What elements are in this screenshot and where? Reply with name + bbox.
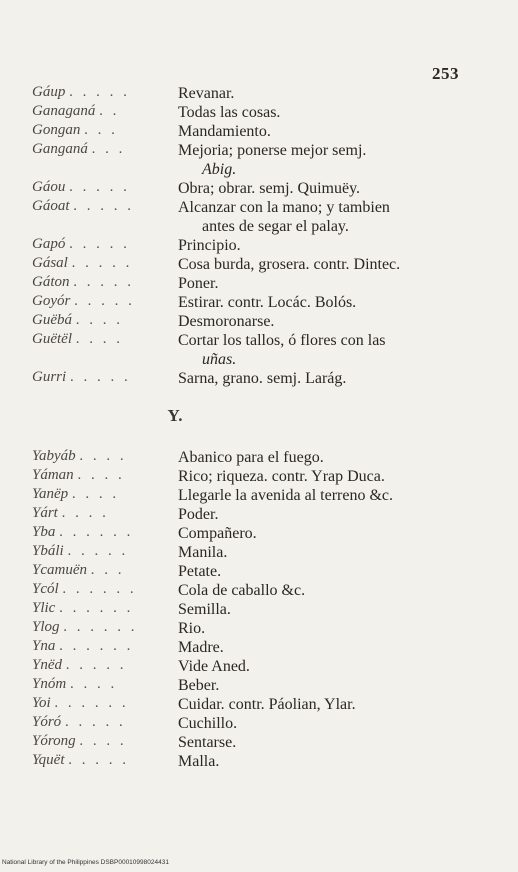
entry-term-text: Gáou bbox=[32, 179, 66, 195]
entry-term-text: Gáoat bbox=[32, 198, 70, 214]
dictionary-entry bbox=[0, 581, 518, 600]
entry-term bbox=[32, 676, 117, 693]
entry-term bbox=[32, 255, 132, 272]
entry-leader-dots: . . . . . . bbox=[59, 638, 134, 654]
entry-definition bbox=[178, 619, 484, 638]
entry-term bbox=[32, 714, 126, 731]
dictionary-entry bbox=[0, 236, 518, 255]
scan-footer: National Library of the Philippines DSBP00010998024431 bbox=[2, 859, 169, 866]
entry-leader-dots: . . . . bbox=[79, 733, 127, 749]
entry-definition bbox=[178, 141, 484, 179]
entry-leader-dots: . . . bbox=[90, 562, 125, 578]
dictionary-entry bbox=[0, 274, 518, 293]
dictionary-entry bbox=[0, 331, 518, 369]
entry-term-text: Gongan bbox=[32, 122, 81, 138]
entry-term bbox=[32, 369, 131, 386]
entry-term bbox=[32, 312, 123, 329]
entry-term-text: Yáman bbox=[32, 467, 74, 483]
entry-term bbox=[32, 122, 118, 139]
entry-definition bbox=[178, 714, 484, 733]
definition-line: Mejoria; ponerse mejor semj. bbox=[178, 142, 367, 159]
entry-definition bbox=[178, 695, 484, 714]
entry-term bbox=[32, 619, 138, 636]
definition-line: Desmoronarse. bbox=[178, 313, 275, 330]
entry-term-text: Ycamuën bbox=[32, 562, 87, 578]
dictionary-entry bbox=[0, 467, 518, 486]
entry-term bbox=[32, 505, 109, 522]
entry-term-text: Ynëd bbox=[32, 657, 62, 673]
entry-leader-dots: . . . . . . bbox=[54, 695, 129, 711]
definition-line: Principio. bbox=[178, 237, 241, 254]
definition-line: Petate. bbox=[178, 563, 222, 580]
entry-leader-dots: . . . . bbox=[71, 486, 120, 502]
entry-term-text: Yóró bbox=[32, 714, 62, 730]
entry-term-text: Yabyáb bbox=[32, 448, 76, 464]
entry-leader-dots: . . . . . . bbox=[62, 581, 137, 597]
entry-leader-dots: . . bbox=[99, 103, 120, 119]
definition-continuation: Abig. bbox=[202, 161, 237, 178]
entry-term-text: Ycól bbox=[32, 581, 59, 597]
entry-term bbox=[32, 84, 130, 101]
definition-line: Sarna, grano. semj. Larág. bbox=[178, 370, 347, 387]
entry-term bbox=[32, 581, 137, 598]
entry-definition bbox=[178, 638, 484, 657]
definition-line: Madre. bbox=[178, 639, 224, 656]
dictionary-entry bbox=[0, 255, 518, 274]
dictionary-entry bbox=[0, 638, 518, 657]
dictionary-entry bbox=[0, 486, 518, 505]
entry-leader-dots: . . . . . bbox=[65, 657, 127, 673]
entry-leader-dots: . . . . . bbox=[71, 255, 133, 271]
dictionary-entry bbox=[0, 562, 518, 581]
definition-line: Abanico para el fuego. bbox=[178, 449, 324, 466]
definition-continuation: antes de segar el palay. bbox=[202, 218, 349, 235]
definition-line: Manila. bbox=[178, 544, 228, 561]
entry-definition bbox=[178, 657, 484, 676]
entry-definition bbox=[178, 331, 484, 369]
entry-term bbox=[32, 179, 130, 196]
entry-definition bbox=[178, 103, 484, 122]
entry-definition bbox=[178, 733, 484, 752]
entry-term bbox=[32, 695, 129, 712]
entry-term bbox=[32, 103, 119, 120]
dictionary-entry bbox=[0, 448, 518, 467]
entry-leader-dots: . . . . . bbox=[68, 752, 130, 768]
entry-leader-dots: . . . . . bbox=[74, 293, 135, 309]
entry-leader-dots: . . . . . bbox=[73, 198, 134, 214]
entry-definition bbox=[178, 448, 484, 467]
dictionary-entry bbox=[0, 122, 518, 141]
entry-definition bbox=[178, 369, 484, 388]
entry-definition bbox=[178, 600, 484, 619]
entry-term-text: Yba bbox=[32, 524, 56, 540]
dictionary-entry bbox=[0, 103, 518, 122]
definition-line: Cortar los tallos, ó flores con las bbox=[178, 332, 386, 349]
entry-term bbox=[32, 141, 125, 158]
dictionary-entry bbox=[0, 676, 518, 695]
dictionary-entry bbox=[0, 179, 518, 198]
definition-line: Semilla. bbox=[178, 601, 231, 618]
dictionary-entry bbox=[0, 198, 518, 236]
entry-leader-dots: . . . . bbox=[75, 312, 123, 328]
dictionary-entry bbox=[0, 543, 518, 562]
entry-leader-dots: . . . . . bbox=[73, 274, 134, 290]
entry-term-text: Yórong bbox=[32, 733, 76, 749]
entry-definition bbox=[178, 752, 484, 771]
entries-g-section bbox=[0, 84, 518, 388]
definition-line: Compañero. bbox=[178, 525, 257, 542]
definition-line: Poner. bbox=[178, 275, 219, 292]
entry-term bbox=[32, 448, 127, 465]
entry-term bbox=[32, 331, 123, 348]
entry-definition bbox=[178, 486, 484, 505]
entry-term bbox=[32, 467, 125, 484]
definition-line: Llegarle la avenida al terreno &c. bbox=[178, 487, 393, 504]
dictionary-entry bbox=[0, 600, 518, 619]
section-letter: Y. bbox=[167, 406, 183, 425]
definition-line: Cosa burda, grosera. contr. Dintec. bbox=[178, 256, 401, 273]
definition-line: Beber. bbox=[178, 677, 220, 694]
entry-leader-dots: . . . . . . bbox=[59, 524, 134, 540]
entry-term-text: Yoi bbox=[32, 695, 51, 711]
dictionary-entry bbox=[0, 505, 518, 524]
entry-term bbox=[32, 657, 127, 674]
entry-term-text: Ybáli bbox=[32, 543, 64, 559]
definition-line: Mandamiento. bbox=[178, 123, 271, 140]
entry-leader-dots: . . . bbox=[91, 141, 126, 157]
entry-term bbox=[32, 486, 119, 503]
definition-line: Vide Aned. bbox=[178, 658, 250, 675]
entry-term-text: Ylic bbox=[32, 600, 56, 616]
dictionary-entry bbox=[0, 733, 518, 752]
entry-leader-dots: . . . . . bbox=[69, 369, 131, 385]
entry-definition bbox=[178, 676, 484, 695]
entry-definition bbox=[178, 467, 484, 486]
definition-line: Todas las cosas. bbox=[178, 104, 281, 121]
entry-term-text: Gáton bbox=[32, 274, 70, 290]
entry-term bbox=[32, 733, 127, 750]
definition-line: Obra; obrar. semj. Quimuëy. bbox=[178, 180, 361, 197]
entry-definition bbox=[178, 122, 484, 141]
definition-line: Rio. bbox=[178, 620, 206, 637]
entry-term-text: Yárt bbox=[32, 505, 58, 521]
entry-term-text: Ganganá bbox=[32, 141, 88, 157]
entry-definition bbox=[178, 524, 484, 543]
definition-line: Alcanzar con la mano; y tambien bbox=[178, 199, 390, 216]
definition-line: Estirar. contr. Locác. Bolós. bbox=[178, 294, 357, 311]
dictionary-entry bbox=[0, 524, 518, 543]
dictionary-entry bbox=[0, 657, 518, 676]
entry-leader-dots: . . . . bbox=[77, 467, 125, 483]
entry-definition bbox=[178, 274, 484, 293]
entry-term bbox=[32, 293, 135, 310]
definition-line: Poder. bbox=[178, 506, 219, 523]
entry-term bbox=[32, 600, 133, 617]
entry-definition bbox=[178, 562, 484, 581]
definition-line: Cola de caballo &c. bbox=[178, 582, 306, 599]
entry-term bbox=[32, 274, 134, 291]
dictionary-entry bbox=[0, 752, 518, 771]
dictionary-entry bbox=[0, 714, 518, 733]
dictionary-entries bbox=[0, 84, 518, 771]
definition-line: Sentarse. bbox=[178, 734, 237, 751]
entry-leader-dots: . . . . bbox=[75, 331, 123, 347]
entry-term bbox=[32, 752, 129, 769]
entry-definition bbox=[178, 543, 484, 562]
entry-term-text: Gáup bbox=[32, 84, 66, 100]
entry-leader-dots: . . . . bbox=[61, 505, 109, 521]
entry-term bbox=[32, 543, 128, 560]
entry-definition bbox=[178, 179, 484, 198]
definition-line: Revanar. bbox=[178, 85, 235, 102]
entry-definition bbox=[178, 312, 484, 331]
dictionary-entry bbox=[0, 695, 518, 714]
entry-term bbox=[32, 562, 125, 579]
entry-term-text: Yanëp bbox=[32, 486, 69, 502]
entries-y-section bbox=[0, 448, 518, 771]
entry-term-text: Ynóm bbox=[32, 676, 67, 692]
dictionary-entry bbox=[0, 312, 518, 331]
entry-definition bbox=[178, 236, 484, 255]
entry-term-text: Guëbá bbox=[32, 312, 72, 328]
entry-term-text: Ganaganá bbox=[32, 103, 96, 119]
entry-definition bbox=[178, 84, 484, 103]
definition-line: Malla. bbox=[178, 753, 220, 770]
entry-term-text: Ylog bbox=[32, 619, 60, 635]
page-number: 253 bbox=[432, 64, 459, 83]
entry-term-text: Gurri bbox=[32, 369, 67, 385]
entry-leader-dots: . . . . . bbox=[69, 236, 130, 252]
definition-line: Cuidar. contr. Páolian, Ylar. bbox=[178, 696, 356, 713]
dictionary-entry bbox=[0, 84, 518, 103]
entry-leader-dots: . . . bbox=[84, 122, 118, 138]
entry-term-text: Goyór bbox=[32, 293, 71, 309]
definition-continuation: uñas. bbox=[202, 351, 237, 368]
entry-definition bbox=[178, 255, 484, 274]
entry-definition bbox=[178, 505, 484, 524]
entry-term-text: Gásal bbox=[32, 255, 68, 271]
entry-term-text: Yna bbox=[32, 638, 56, 654]
dictionary-entry bbox=[0, 293, 518, 312]
entry-leader-dots: . . . . . bbox=[64, 714, 126, 730]
entry-leader-dots: . . . . bbox=[79, 448, 127, 464]
entry-leader-dots: . . . . . bbox=[69, 179, 130, 195]
entry-definition bbox=[178, 581, 484, 600]
entry-term-text: Guëtël bbox=[32, 331, 72, 347]
entry-leader-dots: . . . . . bbox=[67, 543, 129, 559]
entry-term bbox=[32, 236, 130, 253]
entry-leader-dots: . . . . . bbox=[69, 84, 130, 100]
entry-term bbox=[32, 524, 133, 541]
definition-line: Cuchillo. bbox=[178, 715, 238, 732]
definition-line: Rico; riqueza. contr. Yrap Duca. bbox=[178, 468, 385, 485]
entry-definition bbox=[178, 293, 484, 312]
entry-term-text: Gapó bbox=[32, 236, 66, 252]
dictionary-entry bbox=[0, 141, 518, 179]
entry-definition bbox=[178, 198, 484, 236]
entry-term bbox=[32, 198, 134, 215]
entry-leader-dots: . . . . . . bbox=[59, 600, 134, 616]
entry-term-text: Yquët bbox=[32, 752, 65, 768]
dictionary-entry bbox=[0, 369, 518, 388]
entry-leader-dots: . . . . . . bbox=[63, 619, 138, 635]
dictionary-entry bbox=[0, 619, 518, 638]
entry-term bbox=[32, 638, 133, 655]
entry-leader-dots: . . . . bbox=[69, 676, 118, 692]
